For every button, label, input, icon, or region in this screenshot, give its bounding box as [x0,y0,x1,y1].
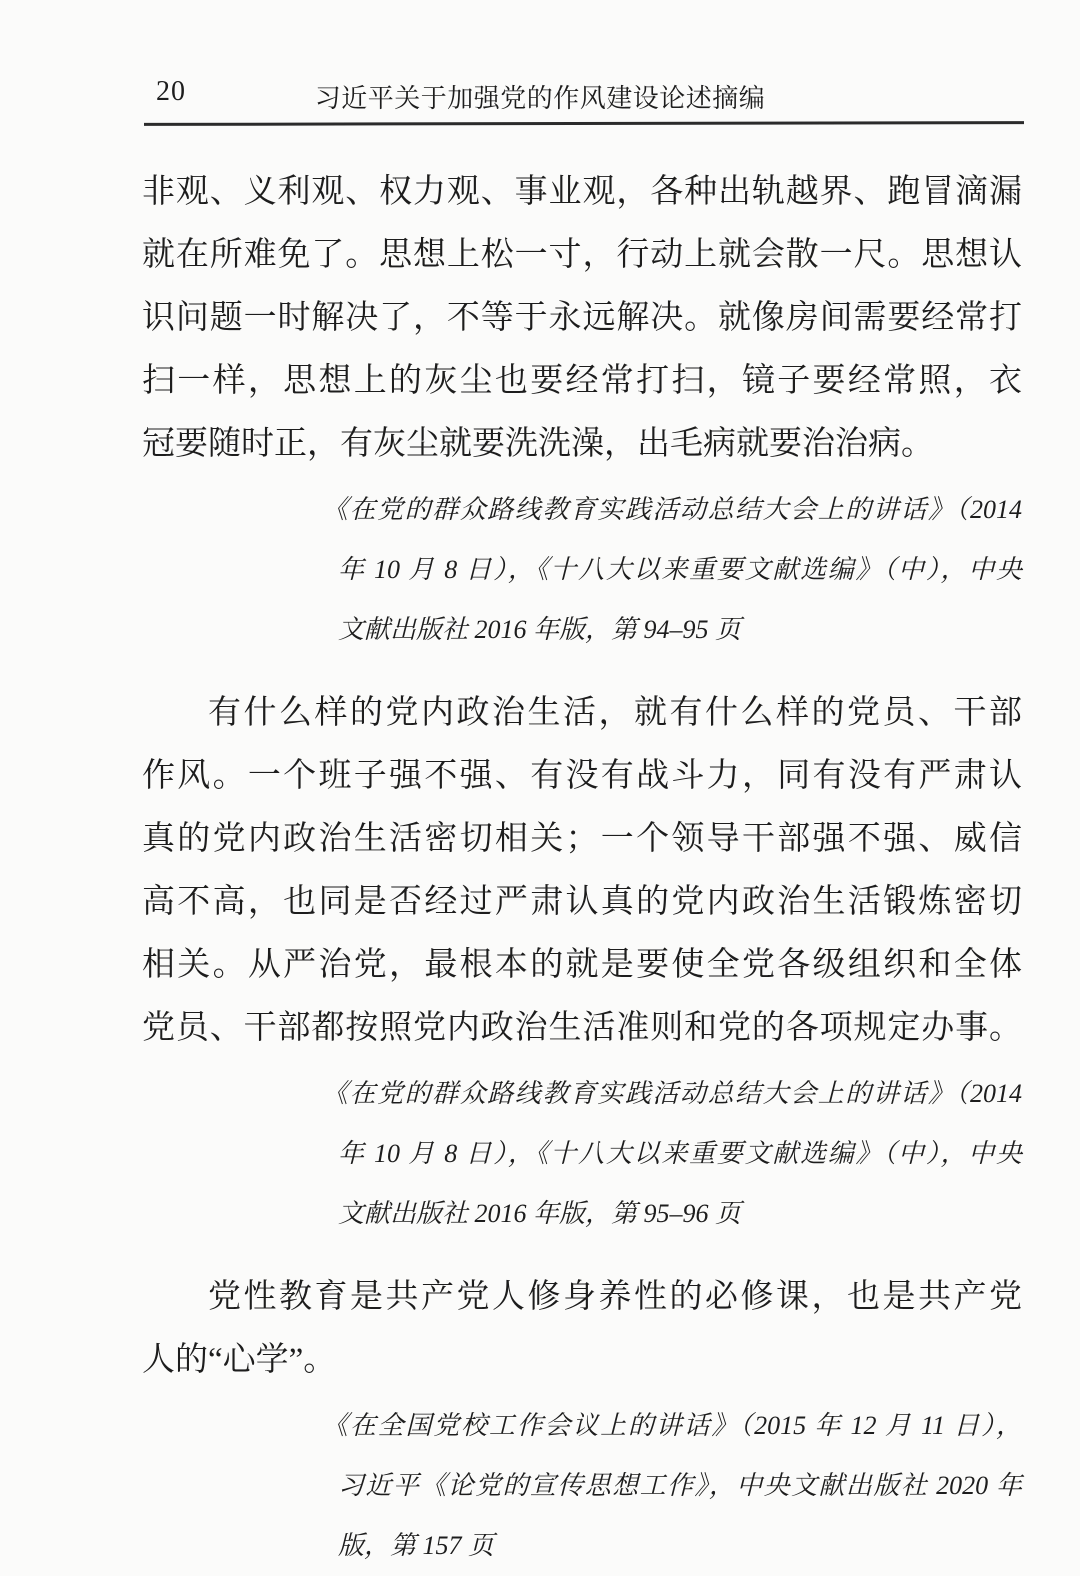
citation-line: 习近平《论党的宣传思想工作》，中央文献出版社 2020 年 [338,1471,1022,1500]
body-line: 有什么样的党内政治生活，就有什么样的党员、干部 [208,695,1022,731]
body-line: 党性教育是共产党人修身养性的必修课，也是共产党 [208,1279,1022,1315]
body-line: 高不高，也同是否经过严肃认真的党内政治生活锻炼密切 [142,884,1022,920]
citation-line: 年 10 月 8 日），《十八大以来重要文献选编》（中），中央 [338,555,1022,584]
citation-block [142,1064,1022,1244]
paragraph-block [142,161,1022,476]
body-line: 党员、干部都按照党内政治生活准则和党的各项规定办事。 [142,1010,1022,1046]
citation-line: 文献出版社 2016 年版，第 94–95 页 [338,615,742,644]
citation-line: 版，第 157 页 [338,1531,495,1560]
body-line: 冠要随时正，有灰尘就要洗洗澡，出毛病就要治治病。 [142,426,934,462]
citation-line: 文献出版社 2016 年版，第 95–96 页 [338,1199,742,1228]
body-line: 作风。一个班子强不强、有没有战斗力，同有没有严肃认 [142,758,1022,794]
citation-line: 《在党的群众路线教育实践活动总结大会上的讲话》（2014 [322,1079,1022,1108]
header-rule [144,121,1024,126]
body-line: 扫一样，思想上的灰尘也要经常打扫，镜子要经常照，衣 [142,363,1022,399]
paragraph-block [142,682,1022,1060]
citation-line: 《在党的群众路线教育实践活动总结大会上的讲话》（2014 [322,495,1022,524]
citation-block [142,1396,1022,1576]
page-header [0,0,1080,125]
body-line: 识问题一时解决了，不等于永远解决。就像房间需要经常打 [142,300,1022,336]
body-line: 真的党内政治生活密切相关；一个领导干部强不强、威信 [142,821,1022,857]
body-line: 非观、义利观、权力观、事业观，各种出轨越界、跑冒滴漏 [142,174,1022,210]
body-line: 相关。从严治党，最根本的就是要使全党各级组织和全体 [142,947,1022,983]
page-number: 20 [156,76,186,107]
paragraph-block [142,1266,1022,1392]
page-content [142,161,1022,1576]
citation-line: 《在全国党校工作会议上的讲话》（2015 年 12 月 11 日）， [322,1411,1022,1440]
body-line: 人的“心学”。 [142,1342,337,1378]
body-line: 就在所难免了。思想上松一寸，行动上就会散一尺。思想认 [142,237,1022,273]
citation-block [142,480,1022,660]
citation-line: 年 10 月 8 日），《十八大以来重要文献选编》（中），中央 [338,1139,1022,1168]
page-title: 习近平关于加强党的作风建设论述摘编 [314,84,766,113]
